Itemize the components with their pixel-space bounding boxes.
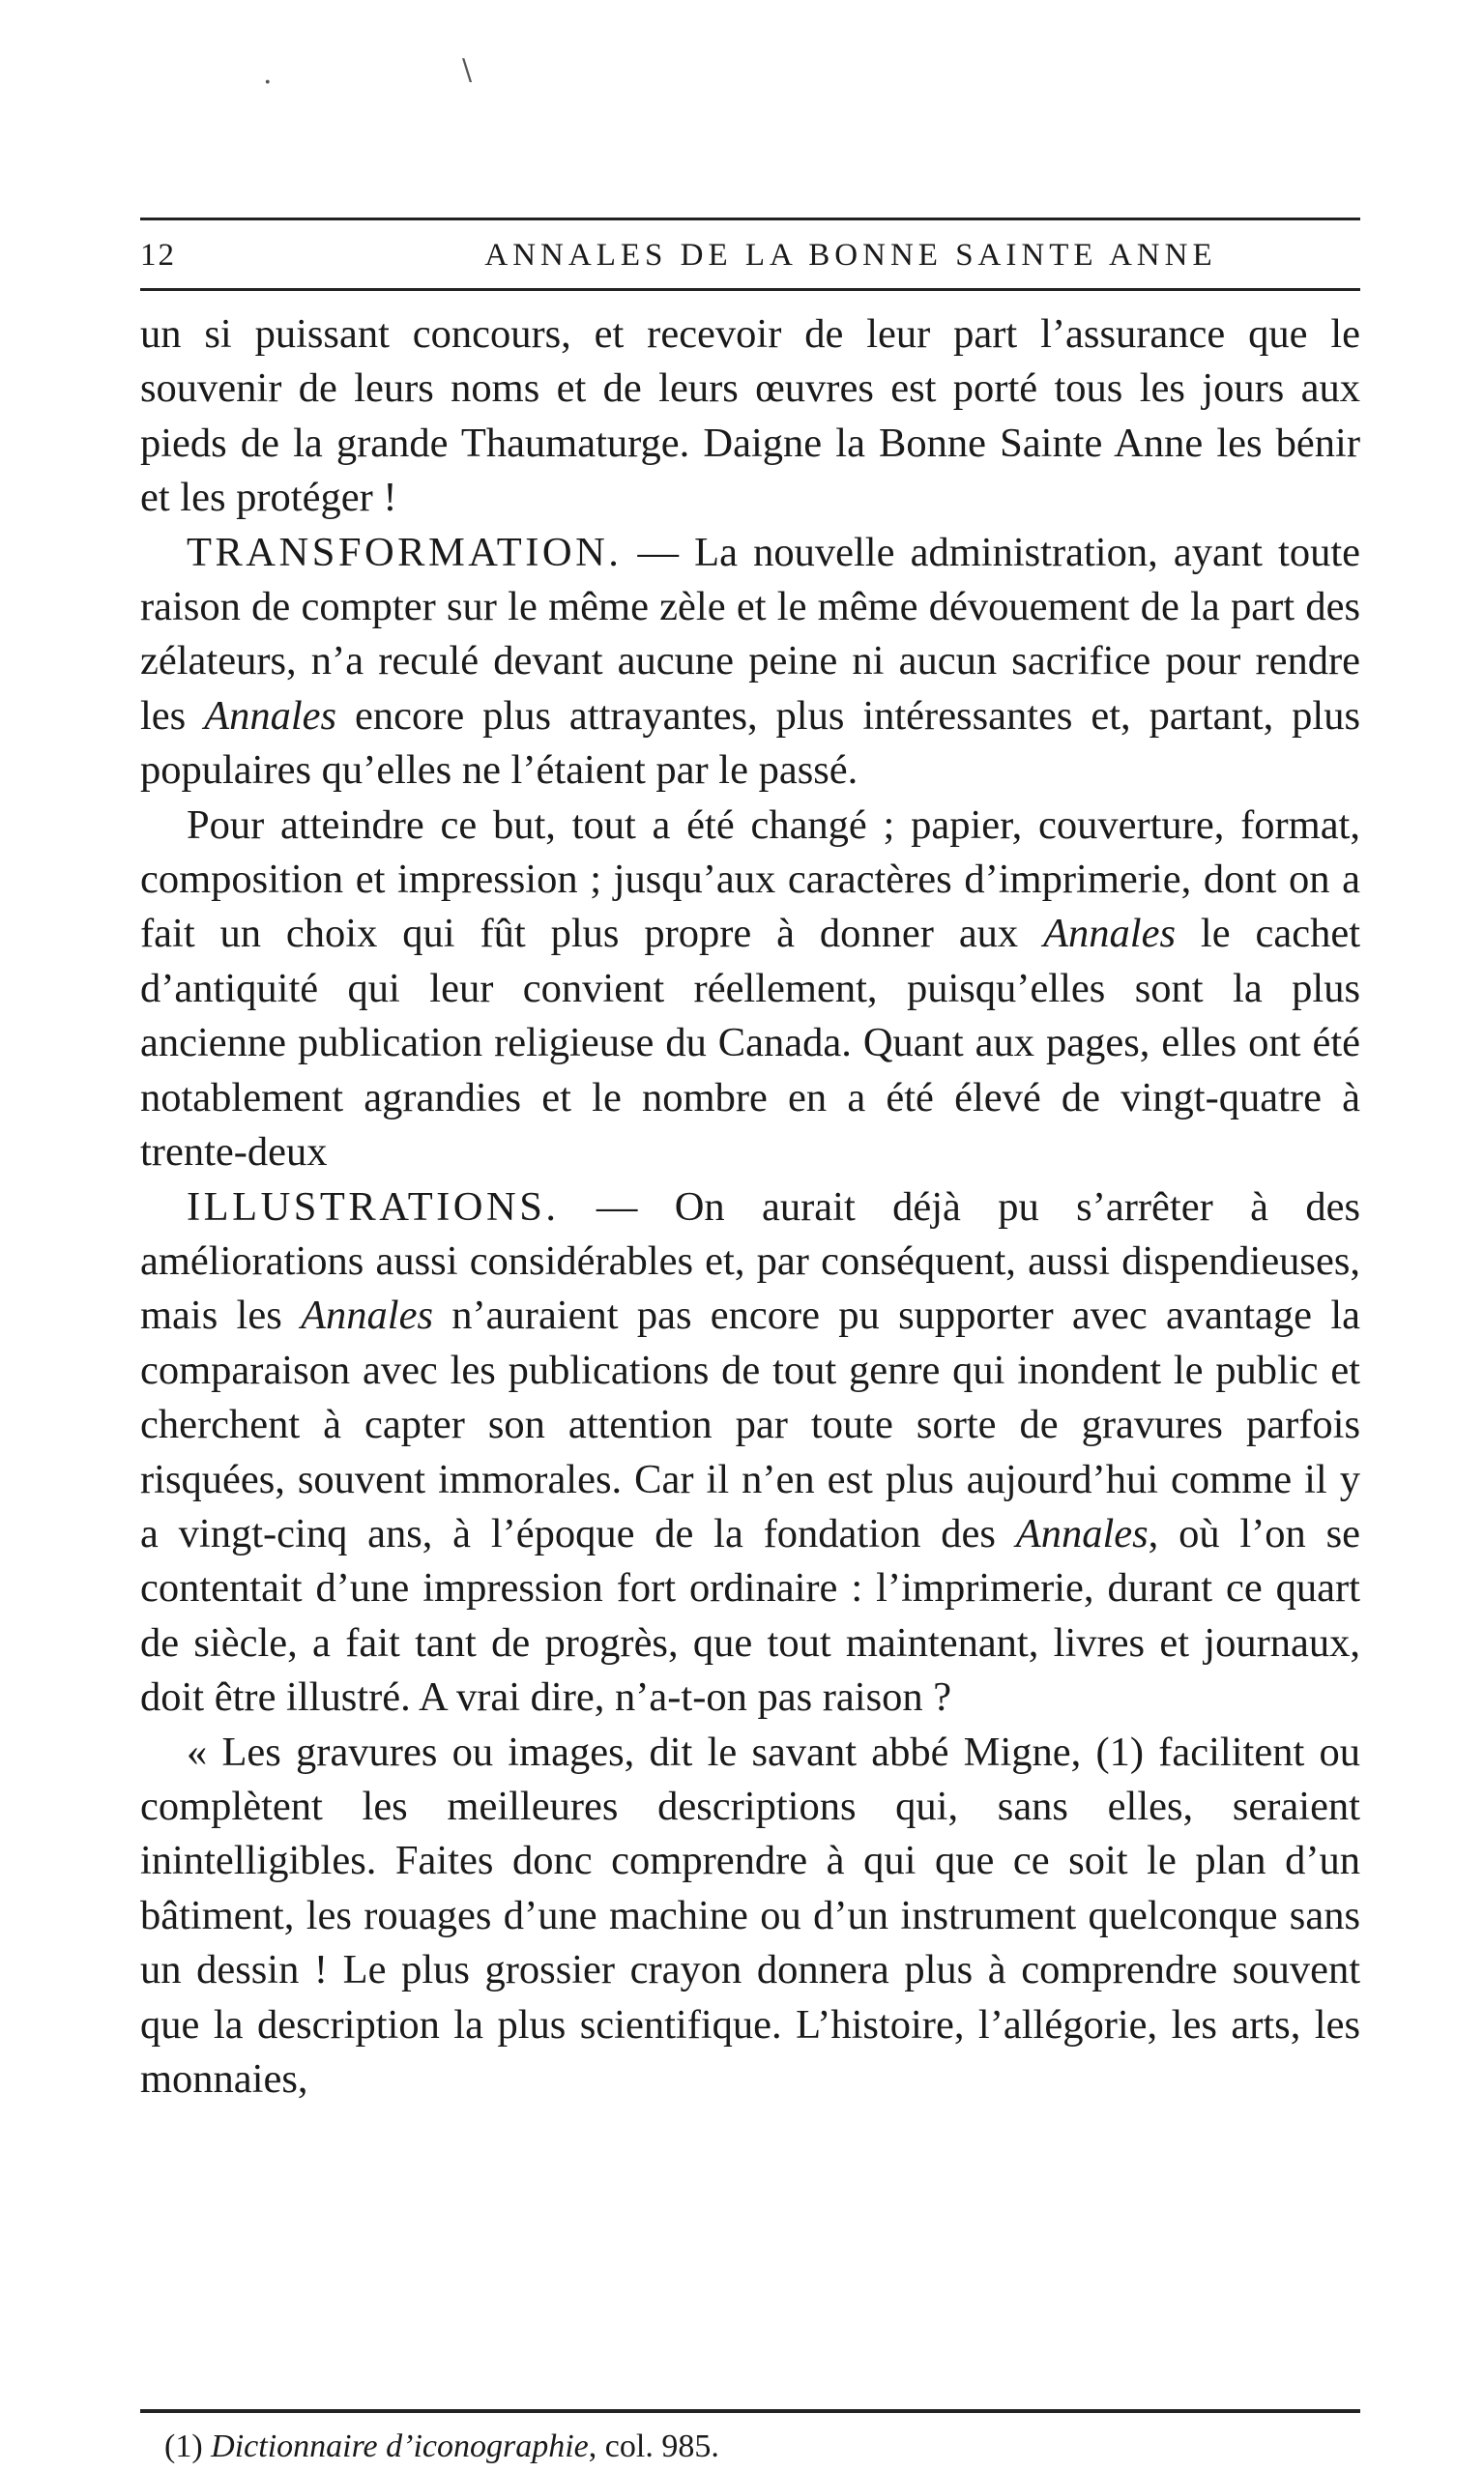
running-header [140, 238, 1360, 280]
footnote-reference: , col. 985. [588, 2428, 719, 2464]
footnote-marker: (1) [164, 2428, 203, 2464]
footnote-source-title: Dictionnaire d’iconographie [211, 2428, 589, 2464]
paragraph-changes: Pour atteindre ce but, tout a été changé ; papier, couverture, format, composition et impression ; jusqu’aux caractères d’imprimerie, dont on a fait un choix qui fût plus propre à donner aux Annales le cachet d’antiquité qui leur convient réellement, puisqu’elles sont la plus ancienne publication religieuse du Canada. Quant aux pages, elles ont été notablement agrandies et le nombre en a été élevé de vingt-quatre à trente-deux [140, 801, 1360, 1176]
paragraph-quotation: « Les gravures ou images, dit le savant abbé Migne, (1) facilitent ou complètent les meilleures descriptions qui, sans elles, seraient inintelligibles. Faites donc comprendre à qui que ce soit le plan d’un bâtiment, les rouages d’une machine ou d’un instrument quelconque sans un dessin ! Le plus grossier crayon donnera plus à comprendre souvent que la description la plus scientifique. L’histoire, l’allégorie, les arts, les monnaies, [140, 1729, 1360, 2102]
section-heading-transformation: TRANSFORMATION. [187, 529, 623, 575]
section-heading-illustrations: ILLUSTRATIONS. [187, 1183, 560, 1230]
footnote [164, 2426, 1324, 2468]
page-number: 12 [140, 238, 176, 273]
paragraph-continuation: un si puissant concours, et recevoir de leur part l’assurance que le souvenir de leurs noms et de leurs œuvres est porté tous les jours aux pieds de la grande Thaumaturge. Daigne la Bonne Sainte Anne les bénir et les protéger ! [140, 311, 1360, 521]
footnote-rule [140, 2409, 1360, 2413]
running-title: ANNALES DE LA BONNE SAINTE ANNE [484, 238, 1217, 273]
header-rule-bottom [140, 288, 1360, 291]
annales-title: Annales [301, 1293, 433, 1339]
paragraph-illustrations: ILLUSTRATIONS. — On aurait déjà pu s’arrêter à des améliorations aussi considérables et, par conséquent, aussi dispendieuses, mais les Annales n’auraient pas encore pu supporter avec avantage la comparaison avec les publications de tout genre qui inondent le public et cherchent à capter son attention par toute sorte de gravures parfois risquées, souvent immorales. Car il n’en est plus aujourd’hui comme il y a vingt-cinq ans, à l’époque de la fondation des Annales, où l’on se contentait d’une impression fort ordinaire : l’imprimerie, durant ce quart de siècle, a fait tant de progrès, que tout maintenant, livres et journaux, doit être illustré. A vrai dire, n’a-t-on pas raison ? [140, 1183, 1360, 1721]
annales-title: Annales [1043, 911, 1177, 957]
annales-title: Annales [204, 692, 337, 739]
body-text [140, 307, 1360, 2107]
header-rule-top [140, 218, 1360, 220]
paragraph-transformation: TRANSFORMATION. — La nouvelle administration, ayant toute raison de compter sur le même zèle et le même dévouement de la part des zélateurs, n’a reculé devant aucune peine ni aucun sacrifice pour rendre les Annales encore plus attrayantes, plus intéressantes et, partant, plus populaires qu’elles ne l’étaient par le passé. [140, 529, 1360, 794]
annales-title: Annales [1015, 1510, 1149, 1556]
scan-speck: · [263, 66, 273, 100]
scan-speck: \ [462, 53, 473, 87]
